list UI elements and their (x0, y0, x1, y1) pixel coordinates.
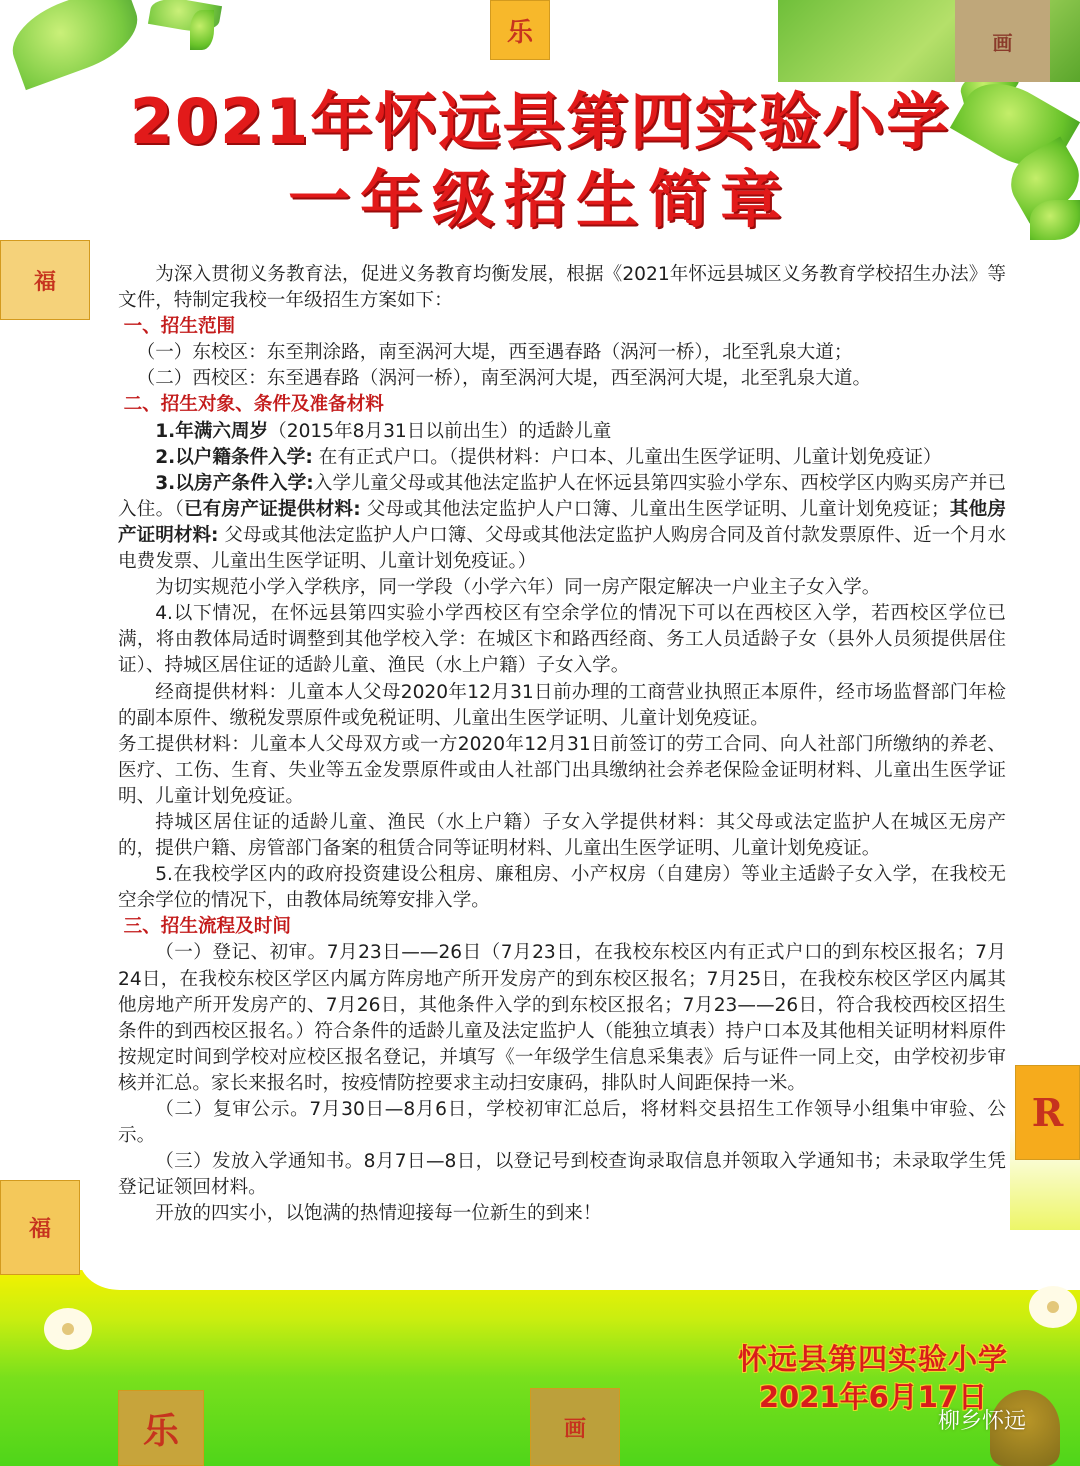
item-sublabel: 已有房产证提供材料: (183, 498, 361, 520)
property-rule: 为切实规范小学入学秩序，同一学段（小学六年）同一房产限定解决一户业主子女入学。 (155, 577, 881, 599)
flower-icon (48, 1312, 88, 1346)
paper-tag-icon: R (1015, 1065, 1080, 1160)
business-materials: 经商提供材料：儿童本人父母2020年12月31日前办理的工商营业执照正本原件，经市场监督部门年检的副本原件、缴税发票原件或免税证明、儿童出生医学证明、儿童计划免疫证。 (118, 681, 1006, 729)
item-sublabel: 其他房产证明材料: (118, 498, 1006, 546)
paper-tag-icon: 乐 (490, 0, 550, 60)
section-heading-scope: 一、招生范围 (123, 316, 236, 338)
scope-west-campus: （二）西校区：东至遇春路（涡河一桥），南至涡河大堤，西至涡河大堤，北至乳泉大道。 (136, 368, 872, 390)
watermark: 柳乡怀远 (938, 1409, 1027, 1434)
process-step-3: （三）发放入学通知书。8月7日—8日，以登记号到校查询录取信息并领取入学通知书；未录取学生凭登记证领回材料。 (118, 1151, 1006, 1199)
section-heading-process: 三、招生流程及时间 (123, 916, 291, 938)
eligibility-item-4: 4.以下情况，在怀远县第四实验小学西校区有空余学位的情况下可以在西校区入学，若西校区学位已满，将由教体局适时调整到其他学校入学：在城区卞和路西经商、务工人员适龄子女（县外人员须提供居住证）、持城区居住证的适龄儿童、渔民（水上户籍）子女入学。 (118, 603, 1006, 677)
item-subtext: 父母或其他法定监护人户口簿、儿童出生医学证明、儿童计划免疫证； (360, 498, 950, 520)
residence-materials: 持城区居住证的适龄儿童、渔民（水上户籍）子女入学提供材料：其父母或法定监护人在城区无房产的，提供户籍、房管部门备案的租赁合同等证明材料、儿童出生医学证明、儿童计划免疫证。 (118, 811, 1006, 860)
scope-east-campus: （一）东校区：东至荆涂路，南至涡河大堤，西至遇春路（涡河一桥），北至乳泉大道； (136, 342, 853, 364)
page-title: 2021年怀远县第四实验小学 (129, 85, 951, 158)
eligibility-item-2 (118, 445, 1006, 471)
eligibility-item-5: 5.在我校学区内的政府投资建设公租房、廉租房、小产权房（自建房）等业主适龄子女入学，在我校无空余学位的情况下，由教体局统筹安排入学。 (118, 864, 1006, 912)
leaf-decoration-top-left-3 (190, 10, 214, 50)
item-subtext: 父母或其他法定监护人户口簿、父母或其他法定监护人购房合同及首付款发票原件、近一个月水电费发票、儿童出生医学证明、儿童计划免疫证。） (118, 524, 1006, 573)
item-label: 3.以房产条件入学: (155, 472, 314, 494)
paper-photo-icon: 画 (955, 0, 1050, 82)
eligibility-item-3 (118, 471, 1006, 575)
paper-bottom-edge (80, 1230, 1080, 1290)
process-step-2: （二）复审公示。7月30日—8月6日，学校初审汇总后，将材料交县招生工作领导小组集中审验、公示。 (118, 1099, 1006, 1147)
eligibility-item-1 (118, 419, 1006, 445)
flower-icon (1033, 1290, 1073, 1324)
paper-tag-icon: 福 (0, 1180, 80, 1275)
worker-materials: 务工提供材料：儿童本人父母双方或一方2020年12月31日前签订的劳工合同、向人社部门所缴纳的养老、医疗、工伤、生育、失业等五金发票原件或由人社部门出具缴纳社会养老保险金证明材料、儿童出生医学证明、儿童计划免疫证。 (118, 733, 1006, 807)
intro-paragraph: 为深入贯彻义务教育法，促进义务教育均衡发展，根据《2021年怀远县城区义务教育学校招生办法》等文件，特制定我校一年级招生方案如下： (118, 264, 1006, 312)
signature-school: 怀远县第四实验小学 (737, 1342, 1008, 1376)
item-label: 1.年满六周岁 (155, 420, 269, 442)
paper-tag-icon: 画 (530, 1388, 620, 1466)
section-heading-eligibility: 二、招生对象、条件及准备材料 (123, 394, 384, 416)
signature-date: 2021年6月17日 (758, 1380, 988, 1414)
notice-body (118, 262, 1006, 1227)
paper-tag-icon: 福 (0, 240, 90, 320)
closing-line: 开放的四实小，以饱满的热情迎接每一位新生的到来！ (155, 1203, 602, 1225)
process-step-1: （一）登记、初审。7月23日——26日（7月23日，在我校东校区内有正式户口的到东校区报名；7月24日，在我校东校区学区内属方阵房地产所开发房产的到东校区报名；7月25日，在我校东校区学区内属其他房地产所开发房产的、7月26日，其他条件入学的到东校区报名；7月23——26日，符合我校西校区招生条件的到西校区报名。）符合条件的适龄儿童及法定监护人（能独立填表）持户口本及其他相关证明材料原件按规定时间到学校对应校区报名登记，并填写《一年级学生信息采集表》后与证件一同上交，由学校初步审核并汇总。家长来报名时，按疫情防控要求主动扫安康码，排队时人间距保持一米。 (118, 942, 1006, 1094)
page-subtitle: 一年级招生简章 (287, 163, 792, 236)
item-text: （2015年8月31日以前出生）的适龄儿童 (268, 420, 612, 442)
item-text: 在有正式户口。（提供材料：户口本、儿童出生医学证明、儿童计划免疫证） (312, 446, 942, 468)
paper-tag-icon: 乐 (118, 1390, 204, 1466)
item-label: 2.以户籍条件入学: (155, 446, 313, 468)
item-text: 入学儿童父母或其他法定监护人在怀远县第四实验小学东、西校学区内购买房产并已入住。（ (118, 472, 1006, 520)
